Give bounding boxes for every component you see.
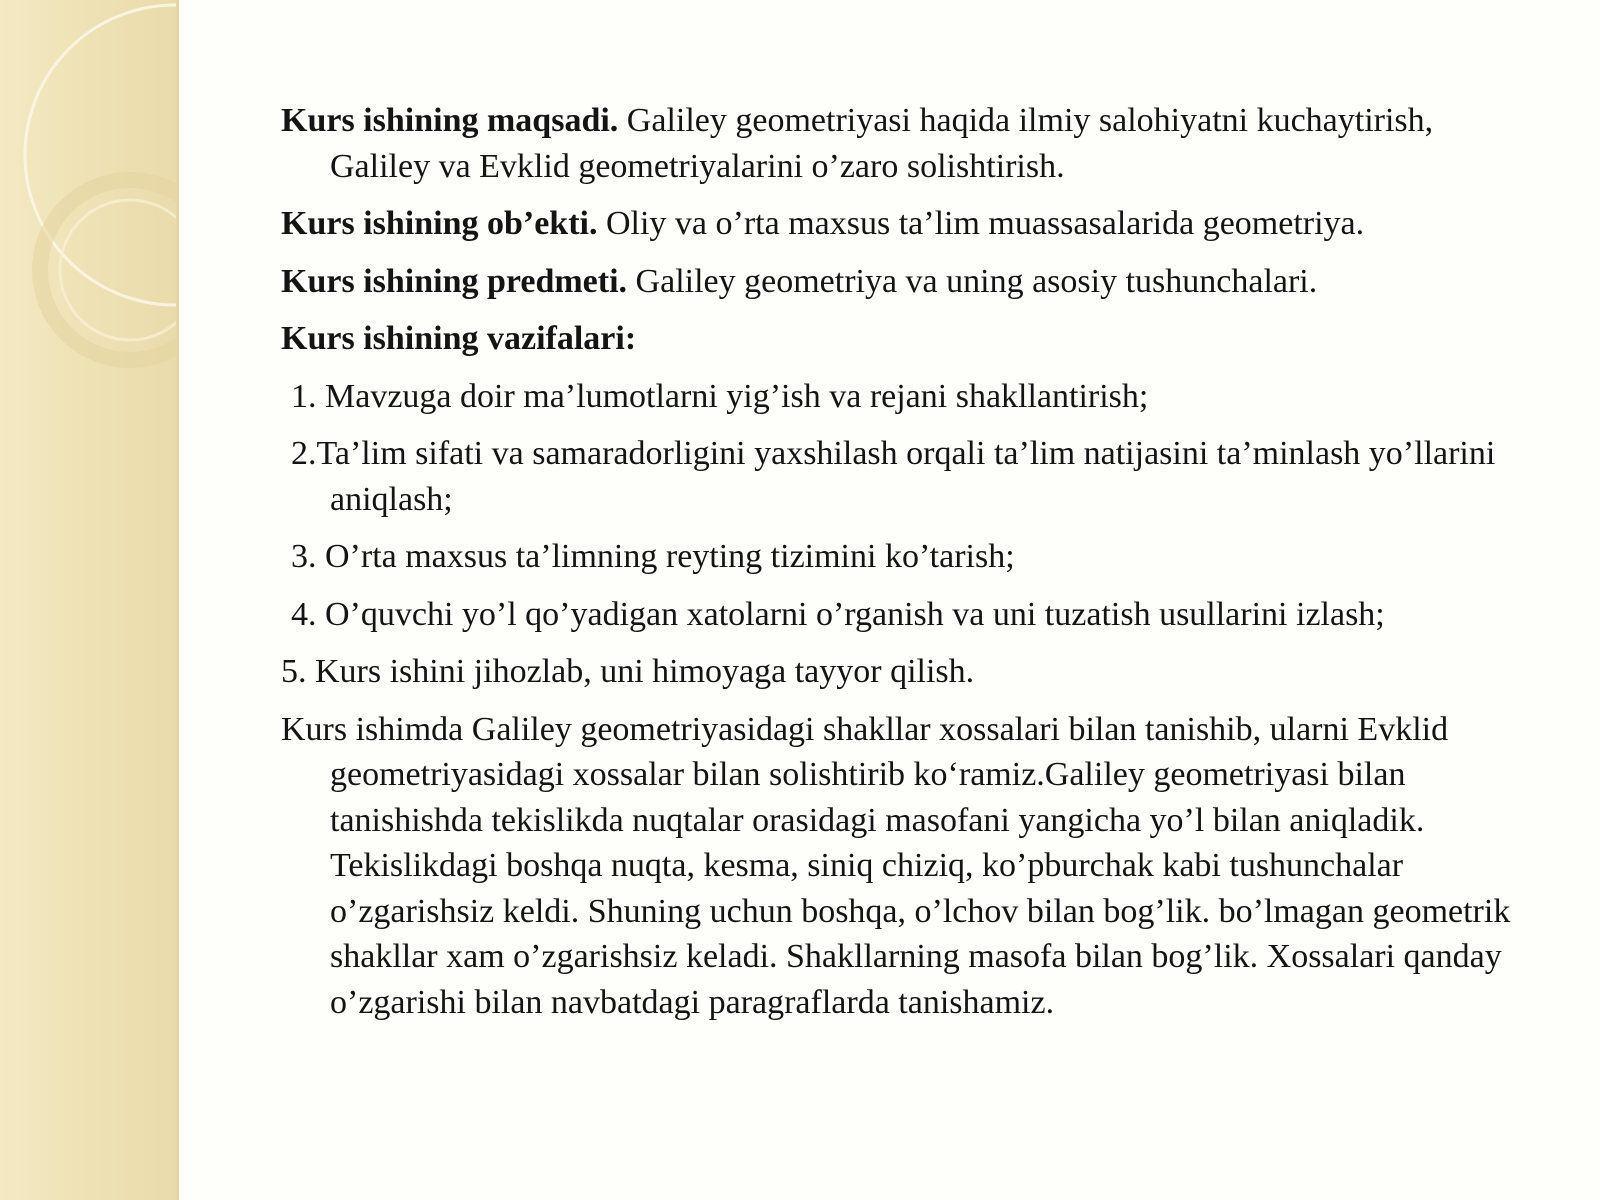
decorative-circles bbox=[0, 0, 176, 1200]
tasks-heading: Kurs ishining vazifalari: bbox=[281, 320, 637, 357]
task-item-1: 1. Mavzuga doir ma’lumotlarni yig’ish va rejani shakllantirish; bbox=[291, 377, 1149, 415]
slide-content bbox=[281, 98, 1531, 1037]
goal-paragraph bbox=[281, 98, 1531, 189]
subject-paragraph bbox=[281, 259, 1531, 305]
subject-text: Galiley geometriya va uning asosiy tushunchalari. bbox=[627, 262, 1318, 300]
decorative-side-panel bbox=[0, 0, 179, 1200]
object-paragraph bbox=[281, 201, 1531, 247]
task-item-5: 5. Kurs ishini jihozlab, uni himoyaga tayyor qilish. bbox=[281, 653, 975, 690]
goal-text: Galiley geometriyasi haqida ilmiy salohiyatni kuchaytirish, Galiley va Evklid geometriyalarini o’zaro solishtirish. bbox=[330, 102, 1434, 185]
task-item-4: 4. O’quvchi yo’l qo’yadigan xatolarni o’rganish va uni tuzatish usullarini izlash; bbox=[291, 595, 1385, 633]
subject-label: Kurs ishining predmeti. bbox=[281, 262, 628, 300]
tasks-heading-paragraph bbox=[281, 316, 1531, 362]
conclusion-paragraph: Kurs ishimda Galiley geometriyasidagi shakllar xossalari bilan tanishib, ularni Evklid geometriyasidagi xossalar bilan solishtirib ko‘ramiz.Galiley geometriyasi bilan tanishishda tekislikda nuqtalar orasidagi masofani yangicha yo’l bilan aniqladik. Tekislikdagi boshqa nuqta, kesma, siniq chiziq, ko’pburchak kabi tushunchalar o’zgarishsiz keldi. Shuning uchun boshqa, o’lchov bilan bog’lik. bo’lmagan geometrik shakllar xam o’zgarishsiz keladi. Shakllarning masofa bilan bog’lik. Xossalari qanday o’zgarishi bilan navbatdagi paragraflarda tanishamiz. bbox=[281, 710, 1511, 1021]
object-label: Kurs ishining ob’ekti. bbox=[281, 205, 598, 242]
object-text: Oliy va o’rta maxsus ta’lim muassasalarida geometriya. bbox=[597, 205, 1365, 242]
goal-label: Kurs ishining maqsadi. bbox=[281, 102, 619, 139]
task-item-3: 3. O’rta maxsus ta’limning reyting tizimini ko’tarish; bbox=[291, 538, 1015, 575]
task-item-2: 2.Ta’lim sifati va samaradorligini yaxshilash orqali ta’lim natijasini ta’minlash yo’llarini aniqlash; bbox=[291, 435, 1496, 518]
